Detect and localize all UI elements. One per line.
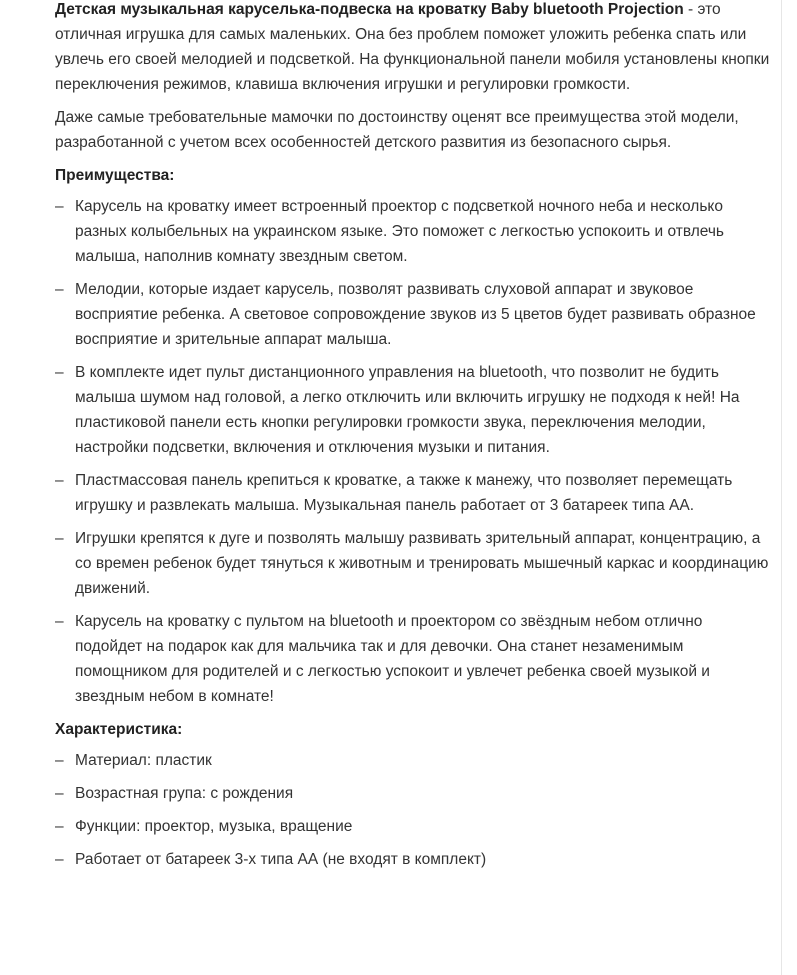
list-item: – Функции: проектор, музыка, вращение xyxy=(55,814,770,839)
product-description xyxy=(55,0,770,880)
dash-marker: – xyxy=(55,530,64,547)
list-item: – В комплекте идет пульт дистанционного управления на bluetooth, что позволит не будить малыша шумом над головой, а легко отключить или включить игрушку не подходя к ней! На пластиковой панели есть кнопки регулировки громкости звука, переключения мелодии, настройки подсветки, включения и отключения музыки и питания. xyxy=(55,360,770,460)
list-item: – Возрастная група: с рождения xyxy=(55,781,770,806)
dash-marker: – xyxy=(55,785,64,802)
dash-marker: – xyxy=(55,851,64,868)
dash-marker: – xyxy=(55,281,64,298)
characteristics-list xyxy=(55,748,770,872)
list-item: – Работает от батареек 3-х типа АА (не входят в комплект) xyxy=(55,847,770,872)
list-item: – Мелодии, которые издает карусель, позволят развивать слуховой аппарат и звуковое восприятие ребенка. А световое сопровождение звуков из 5 цветов будет развивать образное восприятие и зрительные аппарат малыша. xyxy=(55,277,770,352)
list-item: – Карусель на кроватку имеет встроенный проектор с подсветкой ночного неба и несколько разных колыбельных на украинском языке. Это поможет с легкостью успокоить и отвлечь малыша, наполнив комнату звездным светом. xyxy=(55,194,770,269)
list-item: – Игрушки крепятся к дуге и позволять малышу развивать зрительный аппарат, концентрацию, а со времен ребенок будет тянуться к животным и тренировать мышечный каркас и координацию движений. xyxy=(55,526,770,601)
dash-marker: – xyxy=(55,818,64,835)
dash-marker: – xyxy=(55,613,64,630)
intro-bold-lead: Детская музыкальная каруселька-подвеска на кроватку Baby bluetooth Projection xyxy=(55,1,684,18)
intro-text: - это отличная игрушка для самых маленьких. Она без проблем поможет уложить ребенка спать или увлечь его своей мелодией и подсветкой. На функциональной панели мобиля установлены кнопки переключения режимов, клавиша включения игрушки и регулировки громкости. xyxy=(55,1,770,93)
dash-marker: – xyxy=(55,198,64,215)
advantages-heading: Преимущества: xyxy=(55,167,175,184)
characteristics-heading: Характеристика: xyxy=(55,721,183,738)
list-item: – Пластмассовая панель крепиться к кроватке, а также к манежу, что позволяет перемещать игрушку и развлекать малыша. Музыкальная панель работает от 3 батареек типа АА. xyxy=(55,468,770,518)
intro-paragraph xyxy=(55,0,770,97)
right-sidebar-edge xyxy=(781,0,797,975)
dash-marker: – xyxy=(55,364,64,381)
advantages-list xyxy=(55,194,770,709)
second-paragraph: Даже самые требовательные мамочки по достоинству оценят все преимущества этой модели, разработанной с учетом всех особенностей детского развития из безопасного сырья. xyxy=(55,109,739,151)
dash-marker: – xyxy=(55,752,64,769)
list-item: – Карусель на кроватку с пультом на bluetooth и проектором со звёздным небом отлично подойдет на подарок как для мальчика так и для девочки. Она станет незаменимым помощником для родителей и с легкостью успокоит и увлечет ребенка своей музыкой и звездным небом в комнате! xyxy=(55,609,770,709)
list-item: – Материал: пластик xyxy=(55,748,770,773)
dash-marker: – xyxy=(55,472,64,489)
